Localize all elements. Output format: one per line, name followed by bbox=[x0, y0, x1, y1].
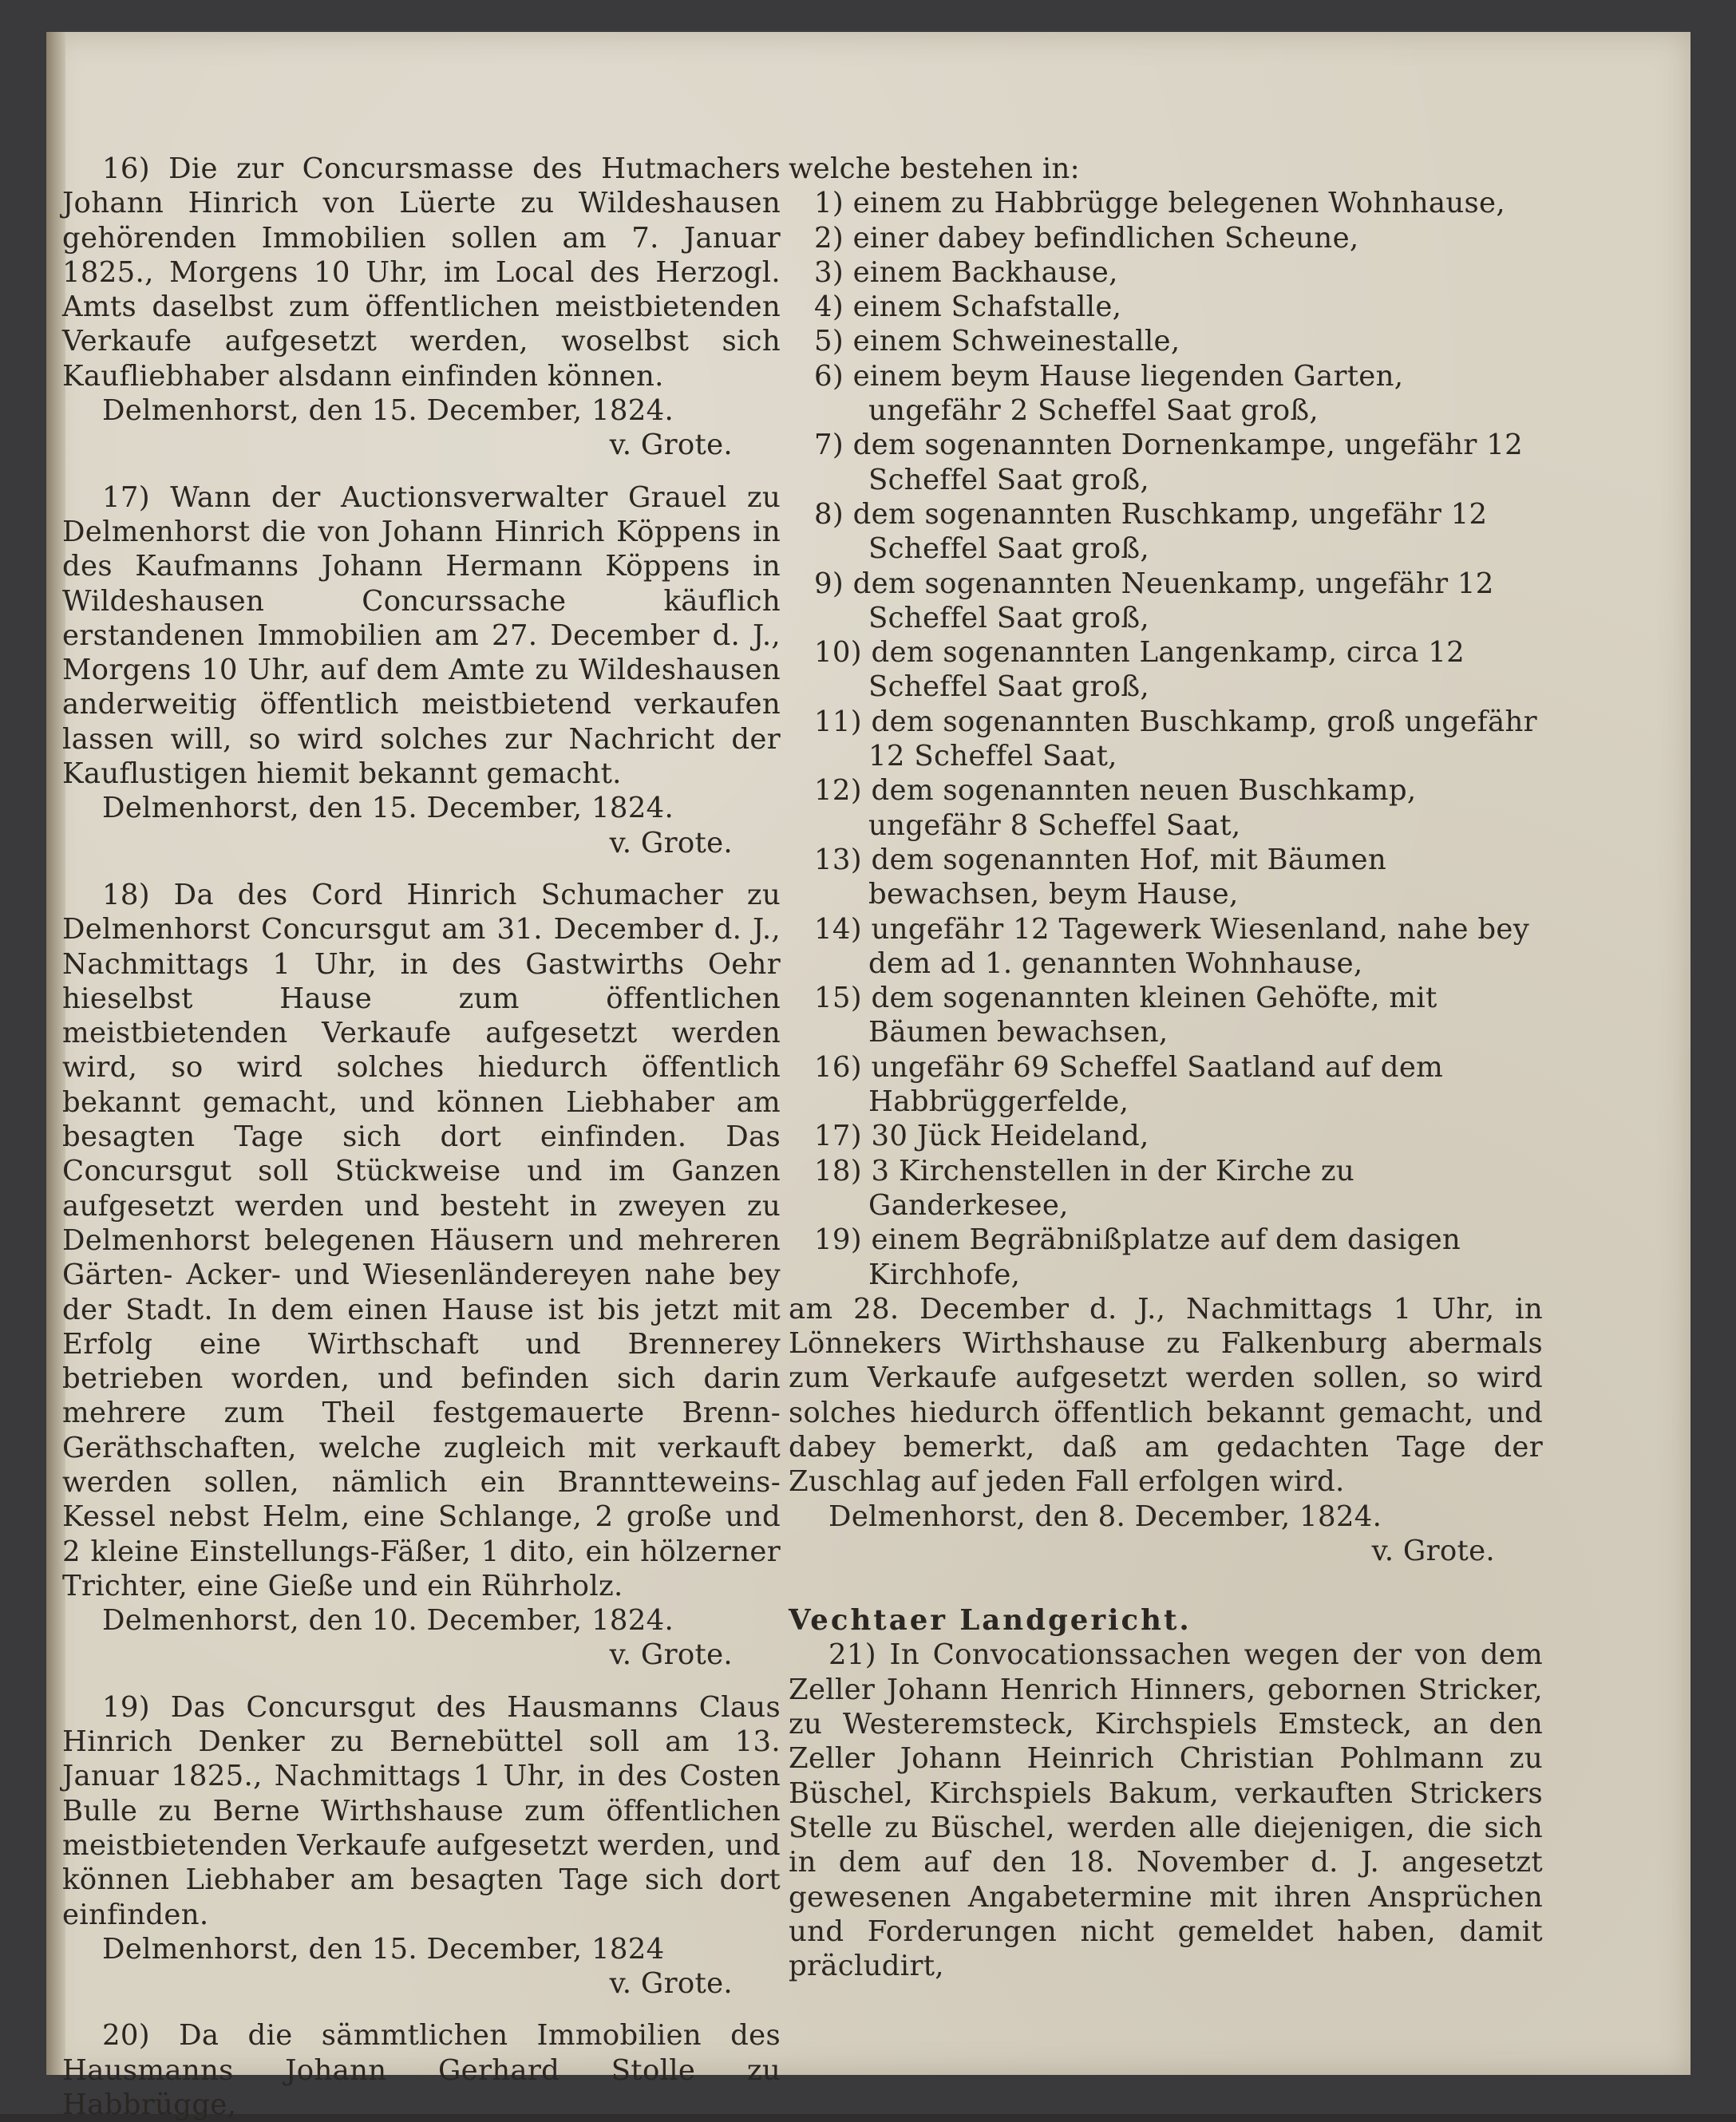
left-column bbox=[62, 152, 781, 2122]
notice-16-signature: v. Grote. bbox=[609, 429, 733, 462]
list-item: 9) dem sogenannten Neuenkamp, ungefähr 12 Scheffel Saat groß, bbox=[814, 567, 1494, 634]
notice-17-place-date: Delmenhorst, den 15. December, 1824. bbox=[102, 792, 674, 825]
list-item: 4) einem Schafstalle, bbox=[814, 290, 1122, 324]
notice-18-signature: v. Grote. bbox=[609, 1638, 733, 1672]
notice-17-signature: v. Grote. bbox=[609, 826, 733, 859]
list-item: 13) dem sogenannten Hof, mit Bäumen bewachsen, beym Hause, bbox=[814, 843, 1386, 911]
notice-19-signature: v. Grote. bbox=[609, 1967, 733, 2001]
list-item: 18) 3 Kirchenstellen in der Kirche zu Ganderkesee, bbox=[814, 1154, 1355, 1222]
notice-18-place-date: Delmenhorst, den 10. December, 1824. bbox=[102, 1604, 674, 1638]
notice-17-text: 17) Wann der Auctionsverwalter Grauel zu Delmenhorst die von Johann Hinrich Köppens in des Kaufmanns Johann Hermann Köppens in Wildeshausen Concurssache käuflich erstandenen Immobilien am 27. December d. J., Morgens 10 Uhr, auf dem Amte zu Wildeshausen anderweitig öffentlich meistbietend verkaufen lassen will, so wird solches zur Nachricht der Kauflustigen hiemit bekannt gemacht. bbox=[62, 480, 781, 791]
list-item: 2) einer dabey befindlichen Scheune, bbox=[814, 221, 1359, 255]
list-item: 5) einem Schweinestalle, bbox=[814, 325, 1180, 358]
list-item: 6) einem beym Hause liegenden Garten, ungefähr 2 Scheffel Saat groß, bbox=[814, 359, 1404, 428]
notice-20-place-date: Delmenhorst, den 8. December, 1824. bbox=[828, 1500, 1382, 1533]
notice-16-place-date: Delmenhorst, den 15. December, 1824. bbox=[102, 394, 674, 428]
list-item: 8) dem sogenannten Ruschkamp, ungefähr 12 Scheffel Saat groß, bbox=[814, 497, 1488, 566]
notice-20-start: 20) Da die sämmtlichen Immobilien des Hausmanns Johann Gerhard Stolle zu Habbrügge, bbox=[62, 2019, 781, 2122]
notice-19-place-date: Delmenhorst, den 15. December, 1824 bbox=[102, 1932, 665, 1966]
list-item: 11) dem sogenannten Buschkamp, groß ungefähr 12 Scheffel Saat, bbox=[814, 705, 1537, 773]
notice-20-intro: welche bestehen in: bbox=[789, 152, 1080, 185]
notice-20-text: am 28. December d. J., Nachmittags 1 Uhr, in Lönnekers Wirthshause zu Falkenburg abermals zum Verkaufe aufgesetzt werden sollen, so wird solches hiedurch öffentlich bekannt gemacht, und dabey bemerkt, daß am gedachten Tage der Zuschlag auf jeden Fall erfolgen wird. bbox=[789, 1292, 1543, 1499]
list-item: 7) dem sogenannten Dornenkampe, ungefähr 12 Scheffel Saat groß, bbox=[814, 429, 1524, 496]
notice-21-text: 21) In Convocationssachen wegen der von dem Zeller Johann Henrich Hinners, gebornen Stricker, zu Westeremsteck, Kirchspiels Emsteck, an den Zeller Johann Heinrich Christian Pohlmann zu Büschel, Kirchspiels Bakum, verkauften Strickers Stelle zu Büschel, werden alle diejenigen, die sich in dem auf den 18. November d. J. angesetzt gewesenen Angabetermine mit ihren Ansprüchen und Forderungen nicht gemeldet haben, damit präcludirt, bbox=[789, 1638, 1543, 1983]
section-heading: Vechtaer Landgericht. bbox=[789, 1604, 1192, 1638]
book-page bbox=[46, 32, 1691, 2122]
notice-16-text: 16) Die zur Concursmasse des Hutmachers Johann Hinrich von Lüerte zu Wildeshausen gehörenden Immobilien sollen am 7. Januar 1825., Morgens 10 Uhr, im Local des Herzogl. Amts daselbst zum öffentlichen meistbietenden Verkaufe aufgesetzt werden, woselbst sich Kaufliebhaber alsdann einfinden können. bbox=[62, 152, 781, 393]
notice-20-item-list bbox=[789, 186, 1543, 1292]
list-item: 3) einem Backhause, bbox=[814, 255, 1118, 289]
list-item: 1) einem zu Habbrügge belegenen Wohnhause, bbox=[814, 187, 1505, 220]
list-item: 19) einem Begräbnißplatze auf dem dasigen Kirchhofe, bbox=[814, 1223, 1461, 1291]
list-item: 12) dem sogenannten neuen Buschkamp, ungefähr 8 Scheffel Saat, bbox=[814, 774, 1417, 842]
right-column bbox=[789, 152, 1543, 1983]
list-item: 10) dem sogenannten Langenkamp, circa 12 Scheffel Saat groß, bbox=[814, 636, 1465, 704]
list-item: 16) ungefähr 69 Scheffel Saatland auf dem Habbrüggerfelde, bbox=[814, 1050, 1444, 1119]
list-item: 15) dem sogenannten kleinen Gehöfte, mit Bäumen bewachsen, bbox=[814, 982, 1437, 1049]
notice-19-text: 19) Das Concursgut des Hausmanns Claus Hinrich Denker zu Bernebüttel soll am 13. Januar 1825., Nachmittags 1 Uhr, in des Costen Bulle zu Berne Wirthshause zum öffentlichen meistbietenden Verkaufe aufgesetzt werden, und können Liebhaber am besagten Tage sich dort einfinden. bbox=[62, 1690, 781, 1931]
notice-20-signature: v. Grote. bbox=[1371, 1534, 1495, 1567]
list-item: 17) 30 Jück Heideland, bbox=[814, 1120, 1149, 1153]
list-item: 14) ungefähr 12 Tagewerk Wiesenland, nahe bey dem ad 1. genannten Wohnhause, bbox=[814, 912, 1530, 980]
notice-18-text: 18) Da des Cord Hinrich Schumacher zu Delmenhorst Concursgut am 31. December d. J., Nachmittags 1 Uhr, in des Gastwirths Oehr hieselbst Hause zum öffentlichen meistbietenden Verkaufe aufgesetzt werden wird, so wird solches hiedurch öffentlich bekannt gemacht, und können Liebhaber am besagten Tage sich dort einfinden. Das Concursgut soll Stückweise und im Ganzen aufgesetzt werden und besteht in zweyen zu Delmenhorst belegenen Häusern und mehreren Gärten- Acker- und Wiesenländereyen nahe bey der Stadt. In dem einen Hause ist bis jetzt mit Erfolg eine Wirthschaft und Brennerey betrieben worden, und befinden sich darin mehrere zum Theil festgemauerte Brenn-Geräthschaften, welche zugleich mit verkauft werden sollen, nämlich ein Branntteweins-Kessel nebst Helm, eine Schlange, 2 große und 2 kleine Einstellungs-Fäßer, 1 dito, ein hölzerner Trichter, eine Gieße und ein Rührholz. bbox=[62, 878, 781, 1602]
